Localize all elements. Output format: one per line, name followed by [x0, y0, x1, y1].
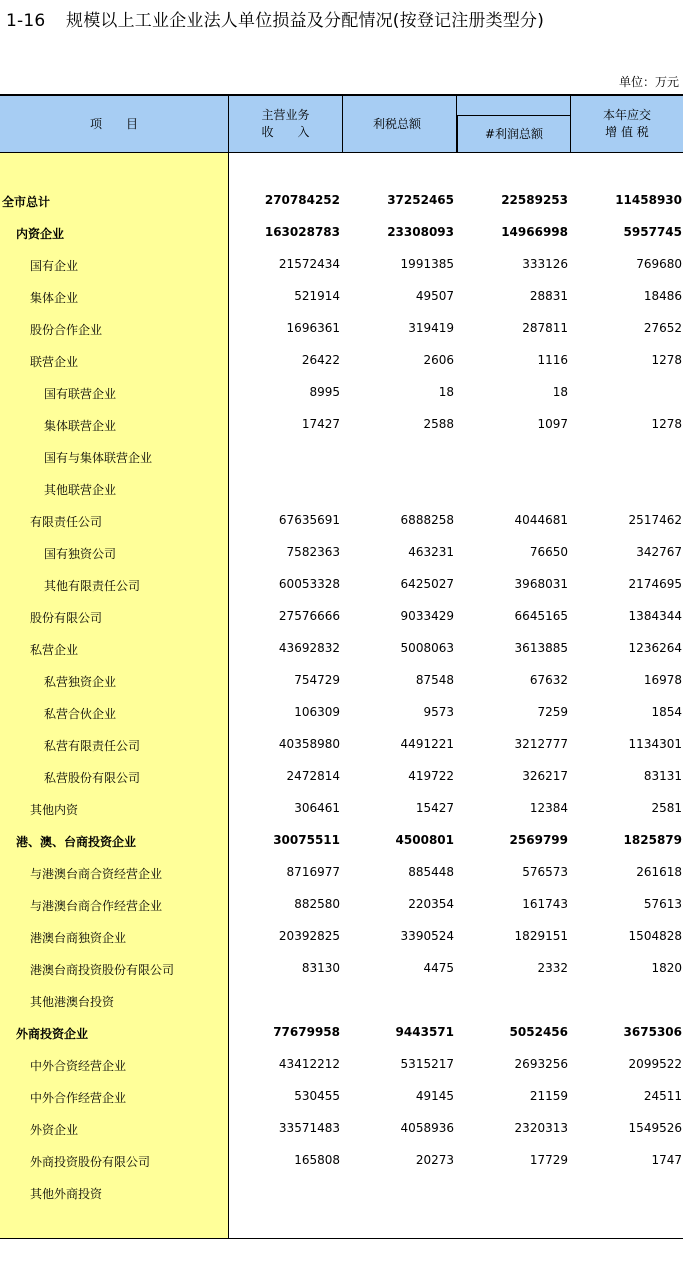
vat-value: 1278 [651, 353, 682, 367]
tax-total-value: 2588 [423, 417, 454, 431]
tax-total-value: 9443571 [395, 1025, 454, 1039]
revenue-value: 754729 [294, 673, 340, 687]
header-profit-total [457, 115, 571, 152]
table-row [0, 279, 683, 311]
header-tax-group-spacer [457, 96, 571, 115]
revenue-value: 67635691 [278, 513, 340, 527]
row-label: 股份合作企业 [30, 323, 103, 337]
profit-total-value: 17729 [529, 1153, 568, 1167]
vat-value: 2581 [651, 801, 682, 815]
tax-total-value: 2606 [423, 353, 454, 367]
profit-total-value: 3968031 [514, 577, 568, 591]
row-label: 中外合作经营企业 [30, 1091, 127, 1105]
revenue-value: 8995 [309, 385, 340, 399]
row-label: 其他有限责任公司 [44, 579, 141, 593]
revenue-value: 106309 [294, 705, 340, 719]
tax-total-value: 87548 [415, 673, 454, 687]
revenue-value: 882580 [294, 897, 340, 911]
row-label: 私营有限责任公司 [44, 739, 141, 753]
revenue-value: 521914 [294, 289, 340, 303]
table-row [0, 887, 683, 919]
vat-value: 3675306 [623, 1025, 682, 1039]
table-row [0, 1111, 683, 1143]
row-label: 集体企业 [30, 291, 79, 305]
profit-total-value: 4044681 [514, 513, 568, 527]
vat-value: 1134301 [628, 737, 682, 751]
profit-total-value: 576573 [522, 865, 568, 879]
table-row [0, 1175, 683, 1207]
tax-total-value: 319419 [408, 321, 454, 335]
table-row [0, 311, 683, 343]
table-row [0, 1015, 683, 1047]
profit-total-value: 2332 [537, 961, 568, 975]
revenue-value: 165808 [294, 1153, 340, 1167]
row-label: 私营股份有限公司 [44, 771, 141, 785]
revenue-value: 77679958 [273, 1025, 340, 1039]
table-row [0, 1143, 683, 1175]
vat-value: 2517462 [628, 513, 682, 527]
header-profit-total-label: #利润总额 [484, 126, 544, 141]
vat-value: 57613 [643, 897, 682, 911]
header-tax-total-label: 利税总额 [373, 117, 422, 131]
tax-total-value: 4475 [423, 961, 454, 975]
table-title: 规模以上工业企业法人单位损益及分配情况(按登记注册类型分) [66, 11, 545, 31]
revenue-value: 8716977 [286, 865, 340, 879]
header-revenue [229, 96, 343, 152]
table-row [0, 1079, 683, 1111]
vat-value: 18486 [643, 289, 682, 303]
row-label: 其他联营企业 [44, 483, 117, 497]
page-title [6, 6, 544, 31]
row-label: 其他港澳台投资 [30, 995, 115, 1009]
revenue-value: 60053328 [278, 577, 340, 591]
table-row [0, 375, 683, 407]
row-label: 集体联营企业 [44, 419, 117, 433]
profit-total-value: 12384 [529, 801, 568, 815]
row-label: 与港澳台商合作经营企业 [30, 899, 163, 913]
vat-value: 1384344 [628, 609, 682, 623]
header-revenue-line2: 收 入 [261, 125, 310, 139]
tax-total-value: 9573 [423, 705, 454, 719]
tax-total-value: 4500801 [395, 833, 454, 847]
table-row [0, 695, 683, 727]
header-item [0, 96, 229, 152]
table-row [0, 759, 683, 791]
table-row [0, 503, 683, 535]
revenue-value: 530455 [294, 1089, 340, 1103]
vat-value: 83131 [643, 769, 682, 783]
tax-total-value: 3390524 [400, 929, 454, 943]
row-label: 国有联营企业 [44, 387, 117, 401]
tax-total-value: 18 [438, 385, 454, 399]
table-row [0, 215, 683, 247]
tax-total-value: 5008063 [400, 641, 454, 655]
table-row [0, 535, 683, 567]
table-row [0, 407, 683, 439]
profit-total-value: 333126 [522, 257, 568, 271]
tax-total-value: 49507 [415, 289, 454, 303]
tax-total-value: 15427 [415, 801, 454, 815]
tax-total-value: 1991385 [400, 257, 454, 271]
vat-value: 5957745 [623, 225, 682, 239]
row-label: 股份有限公司 [30, 611, 103, 625]
profit-total-value: 7259 [537, 705, 568, 719]
vat-value: 342767 [636, 545, 682, 559]
table-row [0, 983, 683, 1015]
vat-value: 1549526 [628, 1121, 682, 1135]
header-tax-total [343, 96, 457, 152]
table-row [0, 855, 683, 887]
tax-total-value: 6888258 [400, 513, 454, 527]
tax-total-value: 419722 [408, 769, 454, 783]
profit-total-value: 2569799 [509, 833, 568, 847]
table-row [0, 951, 683, 983]
row-label: 外资企业 [30, 1123, 79, 1137]
vat-value: 1504828 [628, 929, 682, 943]
profit-total-value: 287811 [522, 321, 568, 335]
tax-total-value: 37252465 [387, 193, 454, 207]
vat-value: 2174695 [628, 577, 682, 591]
profit-total-value: 1097 [537, 417, 568, 431]
tax-total-value: 6425027 [400, 577, 454, 591]
row-label: 国有独资公司 [44, 547, 117, 561]
row-label: 中外合资经营企业 [30, 1059, 127, 1073]
revenue-value: 30075511 [273, 833, 340, 847]
table-number: 1-16 [6, 11, 46, 31]
revenue-value: 40358980 [278, 737, 340, 751]
tax-total-value: 9033429 [400, 609, 454, 623]
revenue-value: 21572434 [278, 257, 340, 271]
table-row [0, 791, 683, 823]
table-body [0, 183, 683, 1207]
row-label: 港澳台商独资企业 [30, 931, 127, 945]
table-row [0, 183, 683, 215]
revenue-value: 7582363 [286, 545, 340, 559]
row-label: 私营合伙企业 [44, 707, 117, 721]
header-vat-line1: 本年应交 [602, 108, 651, 122]
row-label: 有限责任公司 [30, 515, 103, 529]
table-row [0, 247, 683, 279]
row-label: 港澳台商投资股份有限公司 [30, 963, 175, 977]
vat-value: 769680 [636, 257, 682, 271]
header-item-label: 项 目 [89, 116, 138, 131]
tax-total-value: 885448 [408, 865, 454, 879]
profit-total-value: 2320313 [514, 1121, 568, 1135]
row-label: 其他外商投资 [30, 1187, 103, 1201]
profit-total-value: 67632 [529, 673, 568, 687]
row-label: 私营企业 [30, 643, 79, 657]
profit-total-value: 3613885 [514, 641, 568, 655]
row-label: 国有企业 [30, 259, 79, 273]
table-row [0, 1047, 683, 1079]
header-vat-line2: 增 值 税 [605, 125, 649, 139]
vat-value: 1820 [651, 961, 682, 975]
vat-value: 1747 [651, 1153, 682, 1167]
tax-total-value: 20273 [415, 1153, 454, 1167]
profit-total-value: 1116 [537, 353, 568, 367]
tax-total-value: 4058936 [400, 1121, 454, 1135]
revenue-value: 83130 [301, 961, 340, 975]
profit-total-value: 14966998 [501, 225, 568, 239]
revenue-value: 306461 [294, 801, 340, 815]
profit-total-value: 2693256 [514, 1057, 568, 1071]
profit-total-value: 76650 [529, 545, 568, 559]
vat-value: 1854 [651, 705, 682, 719]
revenue-value: 43412212 [278, 1057, 340, 1071]
table-row [0, 567, 683, 599]
vat-value: 261618 [636, 865, 682, 879]
vat-value: 2099522 [628, 1057, 682, 1071]
profit-total-value: 326217 [522, 769, 568, 783]
profit-total-value: 18 [552, 385, 568, 399]
profit-total-value: 1829151 [514, 929, 568, 943]
profit-total-value: 161743 [522, 897, 568, 911]
row-label: 联营企业 [30, 355, 79, 369]
vat-value: 1825879 [623, 833, 682, 847]
table-row [0, 343, 683, 375]
table-row [0, 631, 683, 663]
vat-value: 1278 [651, 417, 682, 431]
table-row [0, 823, 683, 855]
revenue-value: 2472814 [286, 769, 340, 783]
row-label: 全市总计 [2, 195, 51, 209]
unit-label: 单位：万元 [618, 75, 679, 89]
profit-total-value: 5052456 [509, 1025, 568, 1039]
tax-total-value: 463231 [408, 545, 454, 559]
table-row [0, 439, 683, 471]
table-row [0, 471, 683, 503]
revenue-value: 26422 [301, 353, 340, 367]
profit-total-value: 21159 [529, 1089, 568, 1103]
tax-total-value: 4491221 [400, 737, 454, 751]
table-row [0, 599, 683, 631]
revenue-value: 27576666 [278, 609, 340, 623]
tax-total-value: 49145 [415, 1089, 454, 1103]
revenue-value: 270784252 [264, 193, 340, 207]
row-label: 私营独资企业 [44, 675, 117, 689]
profit-total-value: 28831 [529, 289, 568, 303]
table-bottom-rule [0, 1238, 683, 1239]
profit-total-value: 6645165 [514, 609, 568, 623]
revenue-value: 43692832 [278, 641, 340, 655]
vat-value: 16978 [643, 673, 682, 687]
row-label: 与港澳台商合资经营企业 [30, 867, 163, 881]
profit-total-value: 3212777 [514, 737, 568, 751]
revenue-value: 33571483 [278, 1121, 340, 1135]
tax-total-value: 23308093 [387, 225, 454, 239]
vat-value: 11458930 [615, 193, 682, 207]
profit-total-value: 22589253 [501, 193, 568, 207]
revenue-value: 20392825 [278, 929, 340, 943]
row-label: 内资企业 [16, 227, 65, 241]
row-label: 外商投资股份有限公司 [30, 1155, 151, 1169]
row-label: 其他内资 [30, 803, 79, 817]
vat-value: 27652 [643, 321, 682, 335]
table-row [0, 663, 683, 695]
table-row [0, 727, 683, 759]
revenue-value: 17427 [301, 417, 340, 431]
row-label: 国有与集体联营企业 [44, 451, 153, 465]
vat-value: 24511 [643, 1089, 682, 1103]
row-label: 港、澳、台商投资企业 [16, 835, 137, 849]
vat-value: 1236264 [628, 641, 682, 655]
tax-total-value: 220354 [408, 897, 454, 911]
revenue-value: 1696361 [286, 321, 340, 335]
row-label: 外商投资企业 [16, 1027, 89, 1041]
revenue-value: 163028783 [264, 225, 340, 239]
header-vat [571, 96, 683, 152]
tax-total-value: 5315217 [400, 1057, 454, 1071]
table-row [0, 919, 683, 951]
header-revenue-line1: 主营业务 [261, 108, 310, 122]
